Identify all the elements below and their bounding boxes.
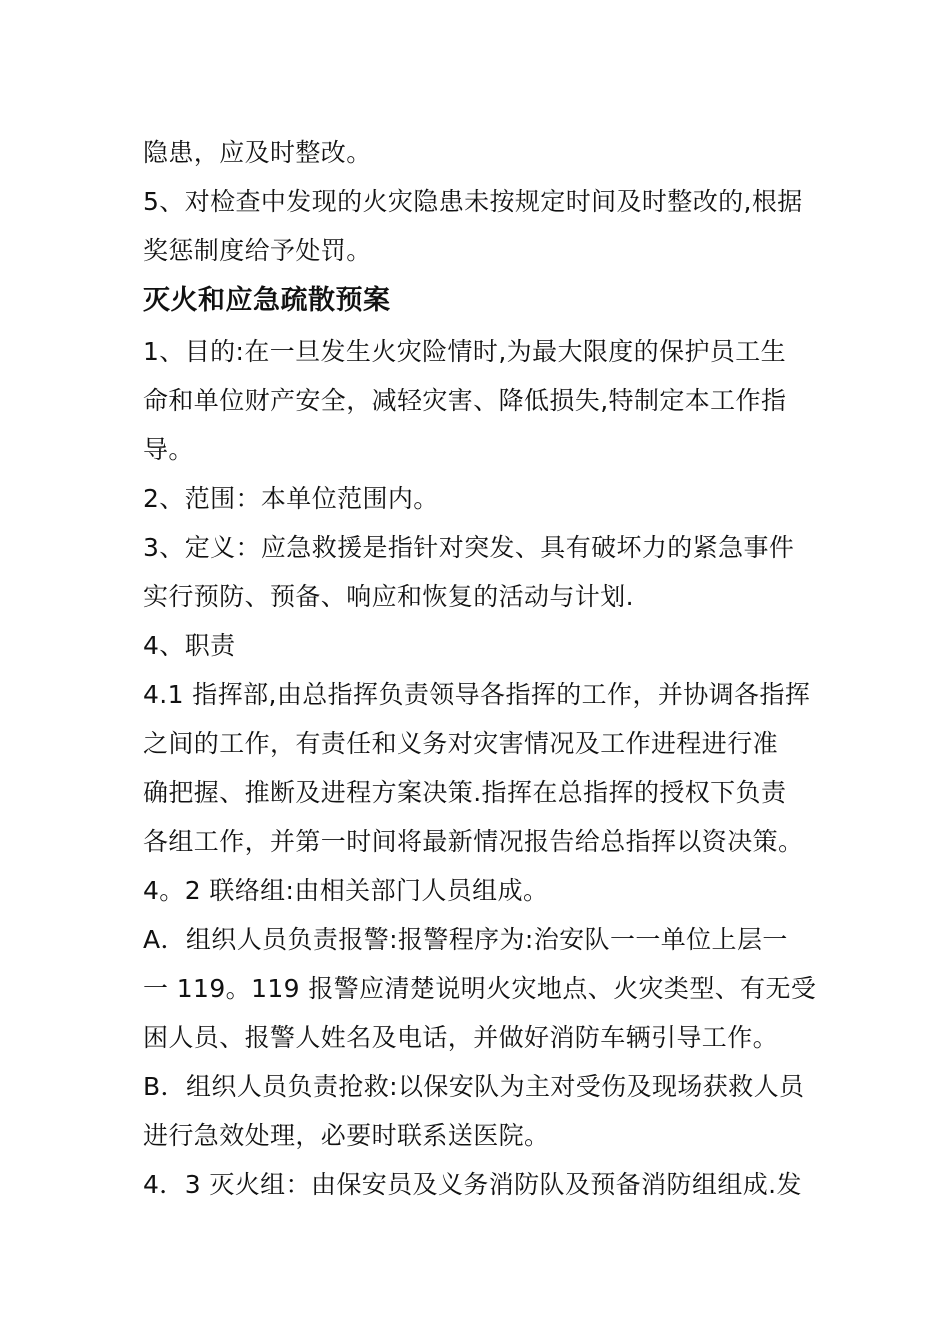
text-line: 4。2 联络组:由相关部门人员组成。 — [143, 876, 549, 905]
text-line: A．组织人员负责报警:报警程序为:治安队一一单位上层一 — [143, 925, 788, 954]
text-line: 奖惩制度给予处罚。 — [143, 236, 372, 265]
text-line: 隐患，应及时整改。 — [143, 138, 372, 167]
text-line: 1、目的:在一旦发生火灾险情时,为最大限度的保护员工生 — [143, 337, 787, 366]
document-body — [143, 128, 823, 1209]
text-line: 困人员、报警人姓名及电话，并做好消防车辆引导工作。 — [143, 1023, 779, 1052]
text-line: 命和单位财产安全，减轻灾害、降低损失,特制定本工作指 — [143, 386, 787, 415]
text-line: 4.1 指挥部,由总指挥负责领导各指挥的工作，并协调各指挥 — [143, 680, 811, 709]
text-line: 3、定义：应急救援是指针对突发、具有破坏力的紧急事件 — [143, 533, 795, 562]
text-line: 5、对检查中发现的火灾隐患未按规定时间及时整改的,根据 — [143, 187, 803, 216]
text-line: 确把握、推断及进程方案决策.指挥在总指挥的授权下负责 — [143, 778, 787, 807]
text-line: B．组织人员负责抢救:以保安队为主对受伤及现场获救人员 — [143, 1072, 805, 1101]
text-line: 4、职责 — [143, 631, 236, 660]
section-heading: 灭火和应急疏散预案 — [143, 285, 391, 316]
text-line: 4．3 灭火组：由保安员及义务消防队及预备消防组组成.发 — [143, 1170, 802, 1199]
text-line: 2、范围：本单位范围内。 — [143, 484, 439, 513]
text-line: 导。 — [143, 435, 194, 464]
text-line: 各组工作，并第一时间将最新情况报告给总指挥以资决策。 — [143, 827, 804, 856]
text-line: 实行预防、预备、响应和恢复的活动与计划. — [143, 582, 634, 611]
text-line: 一 119。119 报警应清楚说明火灾地点、火灾类型、有无受 — [143, 974, 817, 1003]
text-line: 之间的工作，有责任和义务对灾害情况及工作进程进行准 — [143, 729, 779, 758]
text-line: 进行急效处理，必要时联系送医院。 — [143, 1121, 550, 1150]
